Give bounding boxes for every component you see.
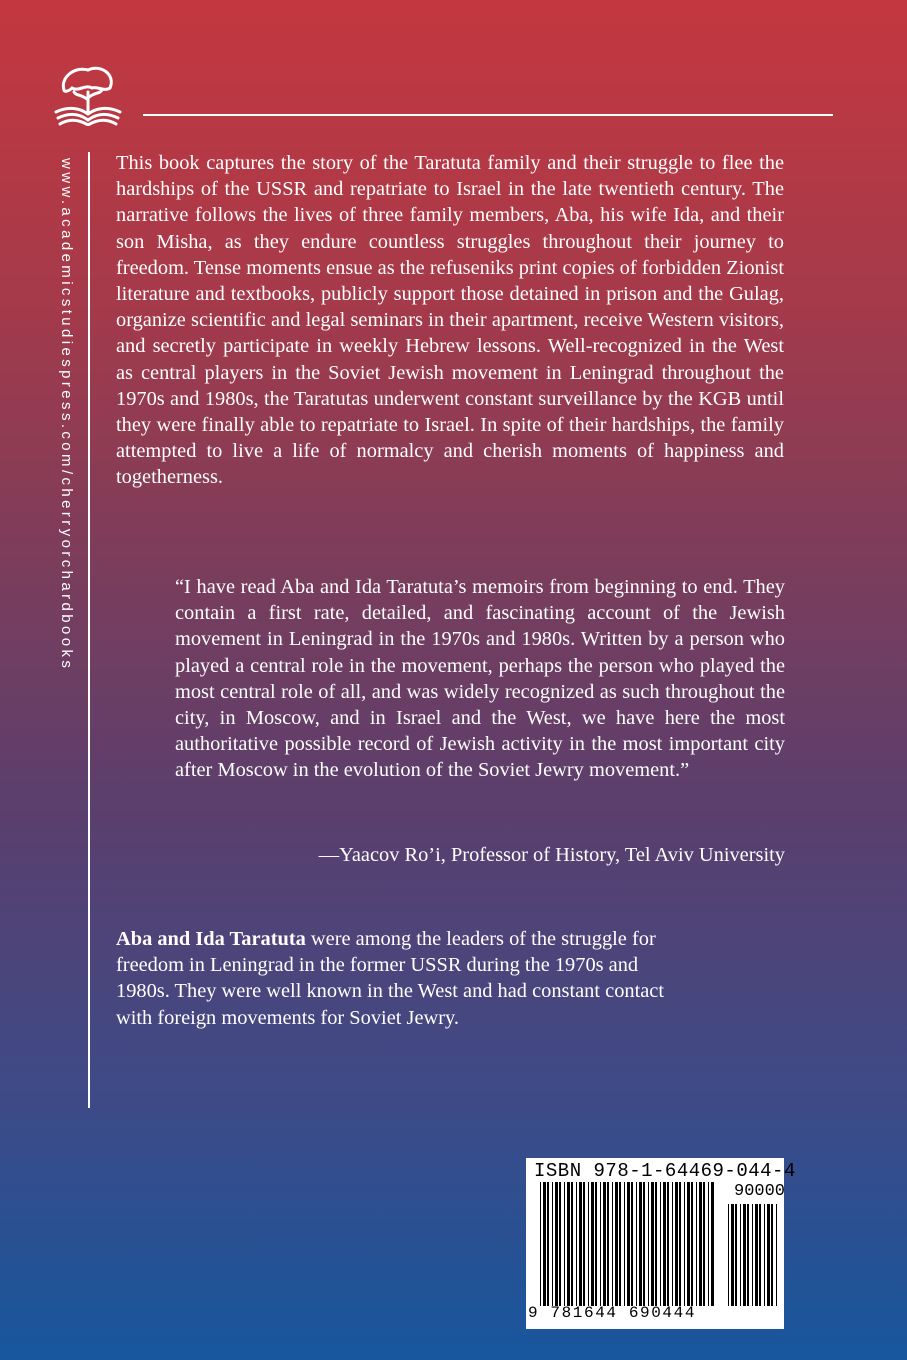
side-divider — [88, 152, 90, 1108]
book-description: This book captures the story of the Taratuta family and their struggle to flee the hardships of the USSR and repatriate to Israel in the late twentieth century. The narrative follows the lives of three family members, Aba, his wife Ida, and their son Misha, as they endure countless struggles throughout their journey to freedom. Tense moments ensue as the refuseniks print copies of forbidden Zionist literature and textbooks, publicly support those detained in prison and the Gulag, organize scientific and legal seminars in their apartment, receive Western visitors, and secretly participate in weekly Hebrew lessons. Well-recognized in the West as central players in the Soviet Jewish movement in Leningrad throughout the 1970s and 1980s, the Taratutas underwent constant surveillance by the KGB until they were finally able to repatriate to Israel. In spite of their hardships, the family attempted to live a life of normalcy and cherish moments of happiness and togetherness. — [116, 152, 784, 489]
endorsement-quote: “I have read Aba and Ida Taratuta’s memoirs from beginning to end. They contain a first rate, detailed, and fascinating account of the Jewish movement in Leningrad in the 1970s and 1980s. Written by a person who played a central role in the movement, perhaps the person who played the most central role of all, and was widely recognized as such throughout the city, in Moscow, and in Israel and the West, we have here the most authoritative possible record of Jewish activity in the most important city after Moscow in the evolution of the Soviet Jewry movement.” — [175, 576, 785, 782]
isbn-barcode — [526, 1158, 796, 1329]
endorsement-attribution: —Yaacov Ro’i, Professor of History, Tel Aviv University — [318, 844, 785, 866]
ean-digits: 9 781644 690444 — [528, 1304, 697, 1322]
isbn-label: ISBN 978-1-64469-044-4 — [534, 1160, 796, 1182]
author-bio — [116, 926, 692, 1031]
publisher-website[interactable]: www.academicstudiespress.com/cherryorchardbooks — [58, 158, 75, 672]
author-bio-text: were among the leaders of the struggle for freedom in Leningrad in the former USSR during the 1970s and 1980s. They were well known in the West and had constant contact with foreign movements for Soviet Jewry. — [116, 928, 665, 1029]
top-divider — [143, 114, 833, 116]
author-names: Aba and Ida Taratuta — [116, 928, 306, 950]
price-code: 90000 — [734, 1182, 786, 1201]
tree-book-icon — [52, 62, 124, 126]
